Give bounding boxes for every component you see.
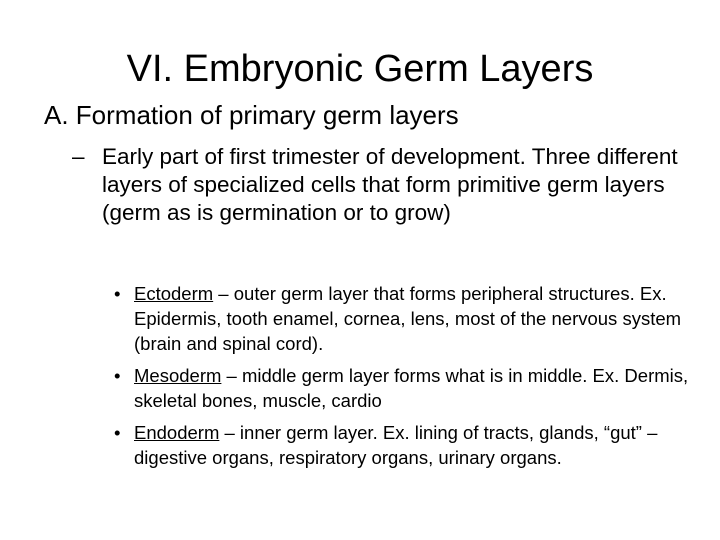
description-ectoderm: – outer germ layer that forms peripheral structures. Ex. Epidermis, tooth enamel, cornea, lens, most of the nervous system (brain and spinal cord).: [134, 283, 682, 354]
description-mesoderm: – middle germ layer forms what is in middle. Ex. Dermis, skeletal bones, muscle, cardio: [134, 365, 689, 411]
term-mesoderm: Mesoderm: [134, 365, 222, 386]
germ-layer-list: [114, 281, 694, 477]
bullet-icon: •: [114, 365, 121, 386]
description-endoderm: – inner germ layer. Ex. lining of tracts, glands, “gut” – digestive organs, respiratory organs, urinary organs.: [134, 422, 658, 468]
term-endoderm: Endoderm: [134, 422, 220, 443]
bullet-icon: •: [114, 422, 121, 443]
dash-marker: –: [72, 144, 85, 169]
bullet-icon: •: [114, 283, 121, 304]
list-item-endoderm: [114, 420, 694, 470]
section-heading: A. Formation of primary germ layers: [44, 100, 459, 130]
subpoint-text: Early part of first trimester of development. Three different layers of specialized cells that form primitive germ layers (germ as is germination or to grow): [102, 144, 678, 225]
slide-title: VI. Embryonic Germ Layers: [126, 48, 594, 90]
list-item-mesoderm: [114, 363, 694, 413]
subpoint: [72, 143, 692, 227]
term-ectoderm: Ectoderm: [134, 283, 214, 304]
list-item-ectoderm: [114, 281, 694, 356]
